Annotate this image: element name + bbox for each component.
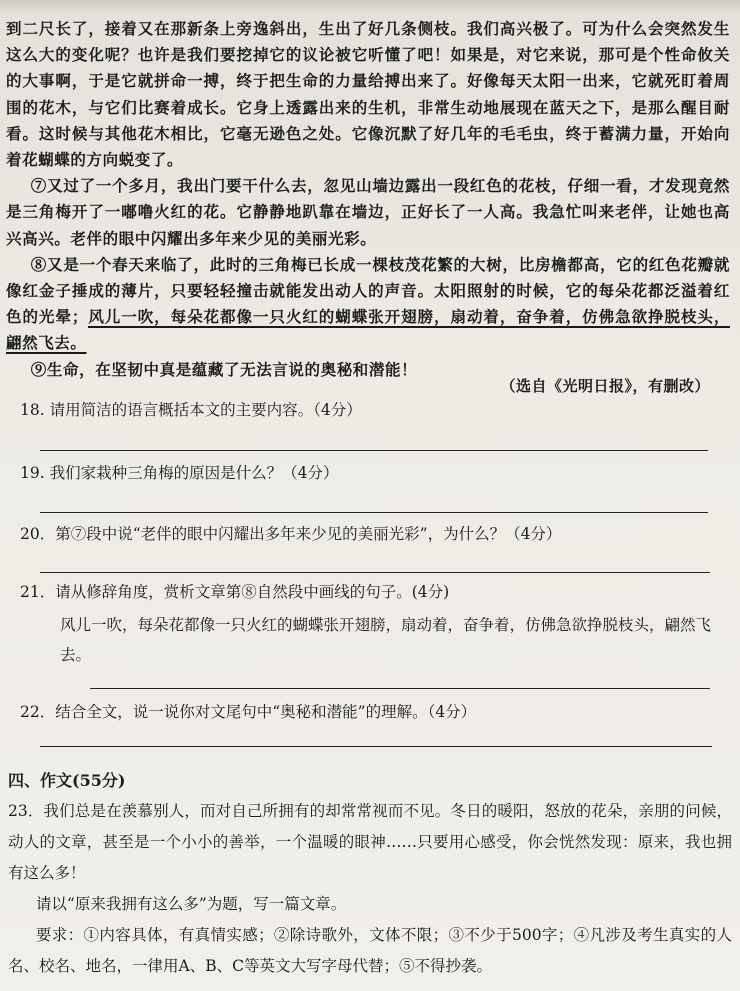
passage-paragraph-8 — [6, 252, 730, 357]
paragraph-8-text: ⑧又是一个春天来临了，此时的三角梅已长成一棵枝茂花繁的大树，比房檐都高，它的红色花瓣就像红金子捶成的薄片，只要轻轻撞击就能发出动人的声音。太阳照射的时候，它的每朵花都泛溢着红色的光晕； — [6, 254, 730, 327]
underlined-sentence: 风儿一吹，每朵花都像一只火红的蝴蝶张开翅膀，扇动着，奋争着，仿佛急欲挣脱枝头，翩然飞去。 — [6, 307, 730, 353]
question-19: 19. 我们家栽种三角梅的原因是什么？（4分） — [20, 464, 339, 482]
passage-paragraph-9: ⑨生命，在坚韧中真是蕴藏了无法言说的奥秘和潜能！ — [30, 359, 418, 379]
composition-requirements: 要求：①内容具体，有真情实感；②除诗歌外，文体不限；③不少于500字；④凡涉及考生真实的人名、校名、地名，一律用A、B、C等英文大写字母代替；⑤不得抄袭。 — [8, 926, 732, 975]
answer-line-18[interactable] — [40, 450, 708, 451]
answer-line-22[interactable] — [40, 746, 712, 747]
question-22: 22．结合全文，说一说你对文尾句中“奥秘和潜能”的理解。（4分） — [20, 703, 477, 721]
composition-prompt: 23．我们总是在羡慕别人，而对自己所拥有的却常常视而不见。冬日的暖阳，怒放的花朵，亲朋的问候，动人的文章，甚至是一个小小的善举，一个温暖的眼神……只要用心感受，你会恍然发现：原来，我也拥有这么多！ — [8, 802, 732, 882]
answer-line-20[interactable] — [40, 572, 710, 573]
passage-paragraph-continued: 到二尺长了，接着又在那新条上旁逸斜出，生出了好几条侧枝。我们高兴极了。可为什么会突然发生这么大的变化呢？也许是我们要挖掉它的议论被它听懂了吧！如果是，对它来说，那可是个性命攸关的大事啊，于是它就拼命一搏，终于把生命的力量给搏出来了。好像每天太阳一出来，它就死盯着周围的花木，与它们比赛着成长。它身上透露出来的生机，非常生动地展现在蓝天之下，是那么醒目耐看。这时候与其他花木相比，它毫无逊色之处。它像沉默了好几年的毛毛虫，终于蓄满力量，开始向着花蝴蝶的方向蜕变了。 — [6, 19, 730, 170]
question-18: 18. 请用简洁的语言概括本文的主要内容。（4分） — [20, 401, 362, 419]
question-20: 20．第⑦段中说“老伴的眼中闪耀出多年来少见的美丽光彩”，为什么？（4分） — [20, 525, 562, 543]
composition-task: 请以“原来我拥有这么多”为题，写一篇文章。 — [35, 895, 347, 913]
source-citation: （选自《光明日报》，有删改） — [500, 377, 710, 395]
answer-line-19[interactable] — [40, 512, 708, 513]
composition-heading: 四、作文(55分) — [8, 771, 126, 790]
question-21-quoted-sentence: 风儿一吹，每朵花都像一只火红的蝴蝶张开翅膀，扇动着，奋争着，仿佛急欲挣脱枝头，翩然飞去。 — [60, 616, 712, 664]
question-21: 21．请从修辞角度，赏析文章第⑧自然段中画线的句子。(4分) — [20, 583, 450, 601]
reading-passage — [6, 16, 730, 383]
answer-line-21[interactable] — [90, 688, 710, 689]
composition-section — [8, 765, 732, 982]
passage-paragraph-7: ⑦又过了一个多月，我出门要干什么去，忽见山墙边露出一段红色的花枝，仔细一看，才发现竟然是三角梅开了一嘟噜火红的花。它静静地趴靠在墙边，正好长了一人高。我急忙叫来老伴，让她也高兴高兴。老伴的眼中闪耀出多年来少见的美丽光彩。 — [6, 176, 730, 248]
page-fold-shadow — [0, 0, 740, 14]
